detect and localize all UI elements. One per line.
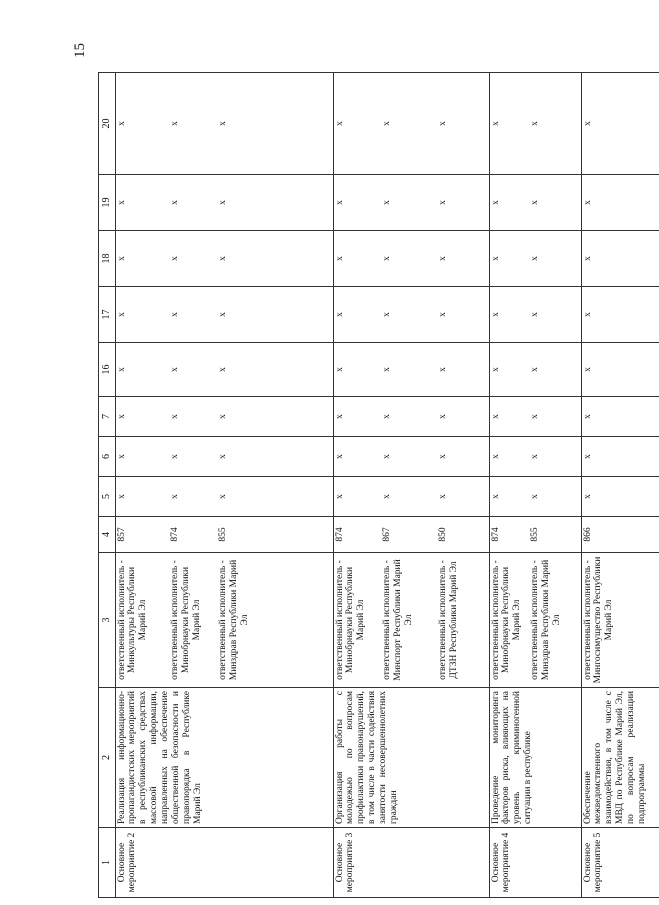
table-body [115, 73, 659, 898]
mark-cell: x [217, 287, 333, 343]
mark-cell: x [581, 397, 659, 437]
column-header: 3 [99, 553, 116, 688]
mark-cell: x [489, 397, 529, 437]
executor-cell: ответственный исполнитель - Минспорт Республики Марий Эл [381, 553, 437, 688]
budget-code-cell: 874 [489, 517, 529, 553]
page-number: 15 [72, 43, 88, 58]
mark-cell: x [437, 397, 489, 437]
mark-cell: x [169, 175, 217, 231]
mark-cell: x [115, 397, 169, 437]
mark-cell: x [217, 477, 333, 517]
mark-cell: x [489, 477, 529, 517]
budget-code-cell: 855 [529, 517, 581, 553]
mark-cell: x [217, 231, 333, 287]
mark-cell: x [333, 397, 381, 437]
mark-cell: x [115, 287, 169, 343]
column-header: 1 [99, 828, 116, 898]
mark-cell: x [169, 477, 217, 517]
budget-code-cell: 866 [581, 517, 659, 553]
mark-cell: x [581, 231, 659, 287]
mark-cell: x [217, 73, 333, 175]
mark-cell: x [437, 477, 489, 517]
mark-cell: x [581, 437, 659, 477]
mark-cell: x [169, 287, 217, 343]
mark-cell: x [381, 343, 437, 397]
executor-cell: ответственный исполнитель - Минздрав Республики Марий Эл [217, 553, 333, 688]
column-header: 4 [99, 517, 116, 553]
mark-cell: x [489, 175, 529, 231]
mark-cell: x [381, 477, 437, 517]
mark-cell: x [115, 231, 169, 287]
column-header: 7 [99, 397, 116, 437]
mark-cell: x [581, 287, 659, 343]
mark-cell: x [169, 343, 217, 397]
mark-cell: x [581, 343, 659, 397]
mark-cell: x [115, 175, 169, 231]
mark-cell: x [115, 73, 169, 175]
mark-cell: x [437, 73, 489, 175]
executor-cell: ответственный исполнитель - ДТЗН Республики Марий Эл [437, 553, 489, 688]
executor-cell: ответственный исполнитель - Минобрнауки Республики Марий Эл [333, 553, 381, 688]
mark-cell: x [381, 231, 437, 287]
executor-cell: ответственный исполнитель - Минобрнауки Республики Марий Эл [169, 553, 217, 688]
event-number-cell: Основное мероприятие 2 [115, 828, 333, 898]
table-row [115, 73, 169, 898]
mark-cell: x [169, 437, 217, 477]
mark-cell: x [217, 437, 333, 477]
column-header: 6 [99, 437, 116, 477]
budget-code-cell: 857 [115, 517, 169, 553]
mark-cell: x [333, 175, 381, 231]
executor-cell: ответственный исполнитель - Минобрнауки Республики Марий Эл [489, 553, 529, 688]
mark-cell: x [437, 287, 489, 343]
mark-cell: x [489, 73, 529, 175]
mark-cell: x [489, 231, 529, 287]
mark-cell: x [169, 73, 217, 175]
mark-cell: x [529, 437, 581, 477]
mark-cell: x [115, 437, 169, 477]
mark-cell: x [333, 231, 381, 287]
budget-code-cell: 874 [333, 517, 381, 553]
column-header: 16 [99, 343, 116, 397]
mark-cell: x [333, 437, 381, 477]
mark-cell: x [381, 175, 437, 231]
mark-cell: x [381, 287, 437, 343]
event-description-cell: Обеспечение межведомственного взаимодействия, в том числе с МВД по Республике Марий Эл, по вопросам реализации подпрограммы [581, 688, 659, 828]
mark-cell: x [529, 477, 581, 517]
budget-code-cell: 855 [217, 517, 333, 553]
mark-cell: x [529, 175, 581, 231]
mark-cell: x [333, 73, 381, 175]
mark-cell: x [529, 231, 581, 287]
mark-cell: x [217, 343, 333, 397]
mark-cell: x [581, 73, 659, 175]
mark-cell: x [489, 343, 529, 397]
mark-cell: x [381, 73, 437, 175]
mark-cell: x [217, 397, 333, 437]
mark-cell: x [333, 343, 381, 397]
column-header: 19 [99, 175, 116, 231]
mark-cell: x [529, 287, 581, 343]
mark-cell: x [217, 175, 333, 231]
budget-code-cell: 850 [437, 517, 489, 553]
rotated-table-container [98, 73, 648, 898]
table-row [581, 73, 659, 898]
mark-cell: x [581, 477, 659, 517]
mark-cell: x [437, 231, 489, 287]
mark-cell: x [437, 437, 489, 477]
plan-table [98, 72, 659, 898]
mark-cell: x [489, 437, 529, 477]
mark-cell: x [333, 287, 381, 343]
mark-cell: x [115, 477, 169, 517]
column-header: 5 [99, 477, 116, 517]
mark-cell: x [437, 343, 489, 397]
event-number-cell: Основное мероприятие 5 [581, 828, 659, 898]
event-description-cell: Организация работы с молодежью по вопросам профилактики правонарушений, в том числе в части содействия занятости несовершеннолетних граждан [333, 688, 489, 828]
mark-cell: x [529, 397, 581, 437]
mark-cell: x [381, 397, 437, 437]
mark-cell: x [529, 343, 581, 397]
budget-code-cell: 867 [381, 517, 437, 553]
executor-cell: ответственный исполнитель - Мингосимущество Республики Марий Эл [581, 553, 659, 688]
mark-cell: x [115, 343, 169, 397]
column-header: 18 [99, 231, 116, 287]
column-header: 17 [99, 287, 116, 343]
mark-cell: x [529, 73, 581, 175]
event-number-cell: Основное мероприятие 3 [333, 828, 489, 898]
column-header: 2 [99, 688, 116, 828]
table-header-row [99, 73, 116, 898]
mark-cell: x [169, 231, 217, 287]
budget-code-cell: 874 [169, 517, 217, 553]
mark-cell: x [333, 477, 381, 517]
table-row [489, 73, 529, 898]
column-header: 20 [99, 73, 116, 175]
mark-cell: x [581, 175, 659, 231]
mark-cell: x [381, 437, 437, 477]
mark-cell: x [169, 397, 217, 437]
mark-cell: x [489, 287, 529, 343]
event-description-cell: Проведение мониторинга факторов риска, влияющих на уровень криминогенной ситуации в республике [489, 688, 581, 828]
table-row [333, 73, 381, 898]
event-description-cell: Реализация информационно-пропагандистских мероприятий в республиканских средствах массовой информации, направленных на обеспечение общественной безопасности и правопорядка в Республике Марий Эл [115, 688, 333, 828]
executor-cell: ответственный исполнитель - Минздрав Республики Марий Эл [529, 553, 581, 688]
event-number-cell: Основное мероприятие 4 [489, 828, 581, 898]
executor-cell: ответственный исполнитель - Минкультуры Республики Марий Эл [115, 553, 169, 688]
mark-cell: x [437, 175, 489, 231]
